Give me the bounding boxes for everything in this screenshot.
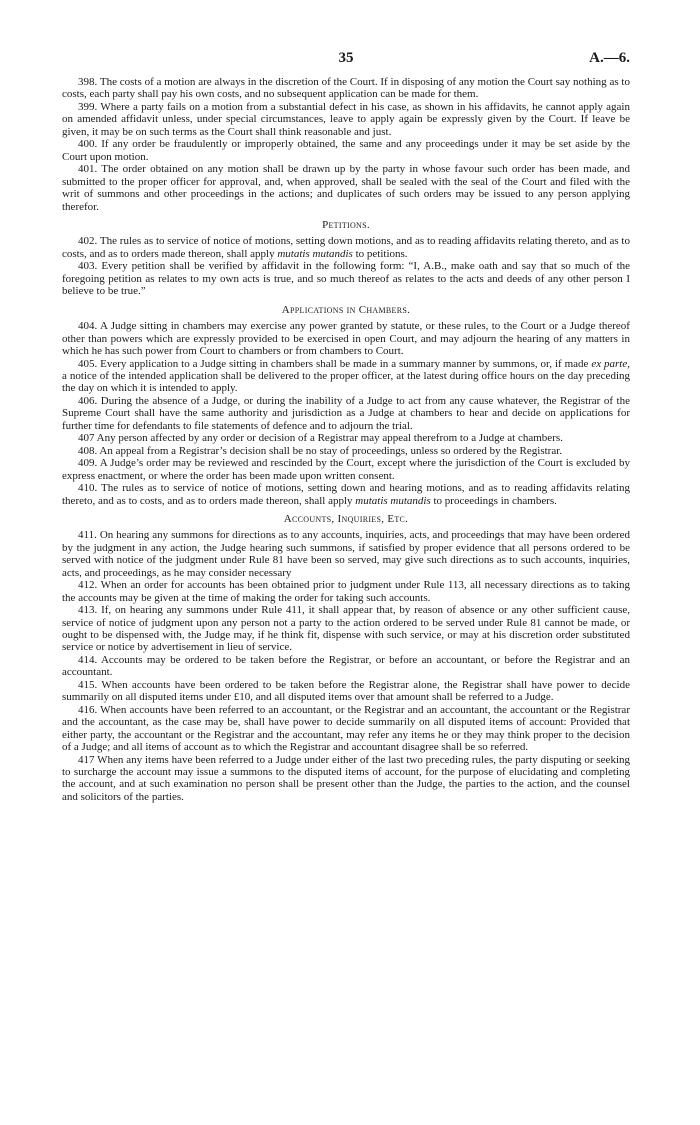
rule-text: During the absence of a Judge, or during the inability of a Judge to act from any cause whatever, the Registrar of the Supreme Court shall have the same authority and jurisdiction as a Judge at chambers to hear and decide on applications for further time for defendants to file statements of defence and to adjourn the trial. <box>62 394 630 432</box>
rule-paragraph <box>62 579 630 604</box>
rule-text: When any items have been referred to a Judge under either of the last two preceding rules, the party disputing or seeking to surcharge the account may issue a summons to the disputed items of account, for the purpose of elucidating and completing the account, and at such examination no person shall be present other than the Judge, the parties to the action, and the counsel and solicitors of the parties. <box>62 753 630 803</box>
rule-paragraph <box>62 482 630 507</box>
rule-text: The costs of a motion are always in the discretion of the Court. If in disposing of any motion the Court say nothing as to costs, each party shall pay his own costs, and no subsequent application can be made for them. <box>62 76 630 101</box>
rule-paragraph <box>62 432 630 444</box>
rule-text: When accounts have been ordered to be taken before the Registrar alone, the Registrar shall have power to decide summarily on all disputed items under £10, and all disputed items over that amount shall be referred to a Judge. <box>62 678 630 704</box>
rule-number: 415. <box>78 678 98 691</box>
rule-text: If, on hearing any summons under Rule 411, it shall appear that, by reason of absence or any other sufficient cause, service of notice of judgment upon any person not a party to the action ordered to be served under Rule 81 cannot be made, or ought to be dispensed with, the Judge may, if he think fit, dispense with such service, or may at his discretion order substituted service or notice by advertisement in lieu of service. <box>62 604 630 654</box>
rule-number: 403. <box>78 260 98 273</box>
rule-number: 411. <box>78 529 97 542</box>
rule-number: 416. <box>78 703 98 716</box>
paper-code: A.—6. <box>589 50 630 66</box>
rule-paragraph <box>62 754 630 804</box>
rule-text: Where a party fails on a motion from a substantial defect in his case, as shown in his affidavits, he cannot apply again on amended affidavit unless, under special circumstances, leave to apply again be expressly given by the Court. If leave be given, it may be on such terms as the Court shall think reasonable and just. <box>62 100 630 138</box>
rule-number: 404. <box>78 320 98 333</box>
rule-number: 398. <box>78 76 98 88</box>
rule-italic-phrase: mutatis mutandis <box>277 247 353 260</box>
rule-italic-phrase: ex parte, <box>591 357 630 370</box>
rule-paragraph <box>62 679 630 704</box>
rule-text: When accounts have been referred to an accountant, or the Registrar and an accountant, the accountant or the Registrar and the accountant, as the case may be, shall have power to decide summarily on all disputed items of account: Provided that either party, the accountant or the Registrar and the accountant, may refer any items he or they may think proper to the decision of a Judge; and all items of account as to which the Registrar and accountant disagree shall be so referred. <box>62 703 630 754</box>
rule-number: 405. <box>78 357 98 370</box>
rule-number: 410. <box>78 482 98 495</box>
rule-text: The order obtained on any motion shall be drawn up by the party in whose favour such order has been made, and submitted to the proper officer for approval, and, when approved, shall be sealed with the seal of the Court and filed with the writ of summons and other proceedings in the actions; and duplicates of such orders may be issued to any person applying therefor. <box>62 163 630 213</box>
document-body <box>62 76 630 803</box>
rule-number: 402. <box>78 235 98 248</box>
rule-paragraph <box>62 320 630 357</box>
rule-paragraph <box>62 395 630 432</box>
rule-paragraph <box>62 704 630 754</box>
rule-text: When an order for accounts has been obtained prior to judgment under Rule 113, all necessary directions as to taking the accounts may be given at the time of making the order for taking such accounts. <box>62 579 630 604</box>
rule-paragraph <box>62 76 630 101</box>
rule-paragraph <box>62 163 630 213</box>
rule-paragraph <box>62 260 630 297</box>
section-heading: Applications in Chambers. <box>281 303 411 316</box>
rule-italic-phrase: mutatis mutandis <box>355 494 431 507</box>
rule-number: 417 <box>78 753 95 766</box>
rule-paragraph <box>62 445 630 457</box>
rule-text: If any order be fraudulently or improperly obtained, the same and any proceedings under it may be set aside by the Court upon motion. <box>62 138 631 163</box>
rule-text: The rules as to service of notice of motions, setting down and hearing motions, and as to reading affidavits relating thereto, and as to costs, and as to orders made thereon, shall apply <box>62 482 630 507</box>
rule-text-tail: to proceedings in chambers. <box>433 494 557 507</box>
rule-paragraph <box>62 604 630 654</box>
section-heading: Petitions. <box>322 218 370 231</box>
rule-paragraph <box>62 235 630 260</box>
rule-number: 399. <box>78 100 98 113</box>
rule-number: 407 <box>78 432 95 445</box>
rule-paragraph <box>62 529 630 579</box>
rule-paragraph <box>62 457 630 482</box>
rule-number: 412. <box>78 579 98 592</box>
rule-paragraph <box>62 358 630 395</box>
rule-text: Accounts may be ordered to be taken before the Registrar, or before an accountant, or before the Registrar and an accountant. <box>62 653 630 679</box>
document-page <box>62 50 630 803</box>
page-number: 35 <box>338 50 354 66</box>
rule-paragraph <box>62 101 630 138</box>
rule-number: 401. <box>78 163 98 176</box>
rule-text: A Judge sitting in chambers may exercise any power granted by statute, or these rules, to the Court or a Judge thereof other than powers which are expressly provided to be exercised in open Court, and may adjourn the hearing of any matters in which he has such power from Court to chambers or from chambers to Court. <box>62 320 630 358</box>
rule-paragraph <box>62 138 630 163</box>
rule-text: On hearing any summons for directions as to any accounts, inquiries, acts, and proceedings that may have been ordered by the judgment in any action, the Judge hearing such summons, if satisfied by proper evidence that all persons ordered to be served with notice of the judgment under Rule 81 have been so served, may give such directions as to such accounts, inquiries, acts, and proceedings, as he may consider necessary <box>62 529 631 579</box>
rule-number: 408. <box>78 444 98 457</box>
rule-number: 400. <box>78 138 98 151</box>
rule-text: The rules as to service of notice of motions, setting down motions, and as to reading affidavits relating thereto, and as to costs, and as to orders made thereon, shall apply <box>62 235 630 260</box>
rule-text: Any person affected by any order or decision of a Registrar may appeal therefrom to a Judge at chambers. <box>96 432 563 445</box>
rule-text-tail: to petitions. <box>355 247 408 260</box>
page-header <box>62 50 630 76</box>
rule-text: Every petition shall be verified by affidavit in the following form: “I, A.B., make oath and say that so much of the foregoing petition as relates to my own acts is true, and so much thereof as relates to the acts and deeds of any other person I believe to be true.” <box>62 260 631 298</box>
section-heading: Accounts, Inquiries, Etc. <box>283 512 409 525</box>
rule-text: An appeal from a Registrar’s decision shall be no stay of proceedings, unless so ordered by the Registrar. <box>99 444 563 457</box>
rule-number: 409. <box>78 457 98 470</box>
rule-text: A Judge’s order may be reviewed and rescinded by the Court, except where the jurisdiction of the Court is excluded by express enactment, or where the order has been made upon written consent. <box>62 457 630 482</box>
rule-number: 406. <box>78 394 98 407</box>
rule-number: 414. <box>78 653 98 666</box>
rule-text: Every application to a Judge sitting in chambers shall be made in a summary manner by summons, or, if made <box>100 357 589 370</box>
rule-paragraph <box>62 654 630 679</box>
rule-text-tail: a notice of the intended application shall be delivered to the proper officer, at the latest during office hours on the day preceding the day on which it is intended to apply. <box>62 369 630 395</box>
rule-number: 413. <box>78 604 98 617</box>
